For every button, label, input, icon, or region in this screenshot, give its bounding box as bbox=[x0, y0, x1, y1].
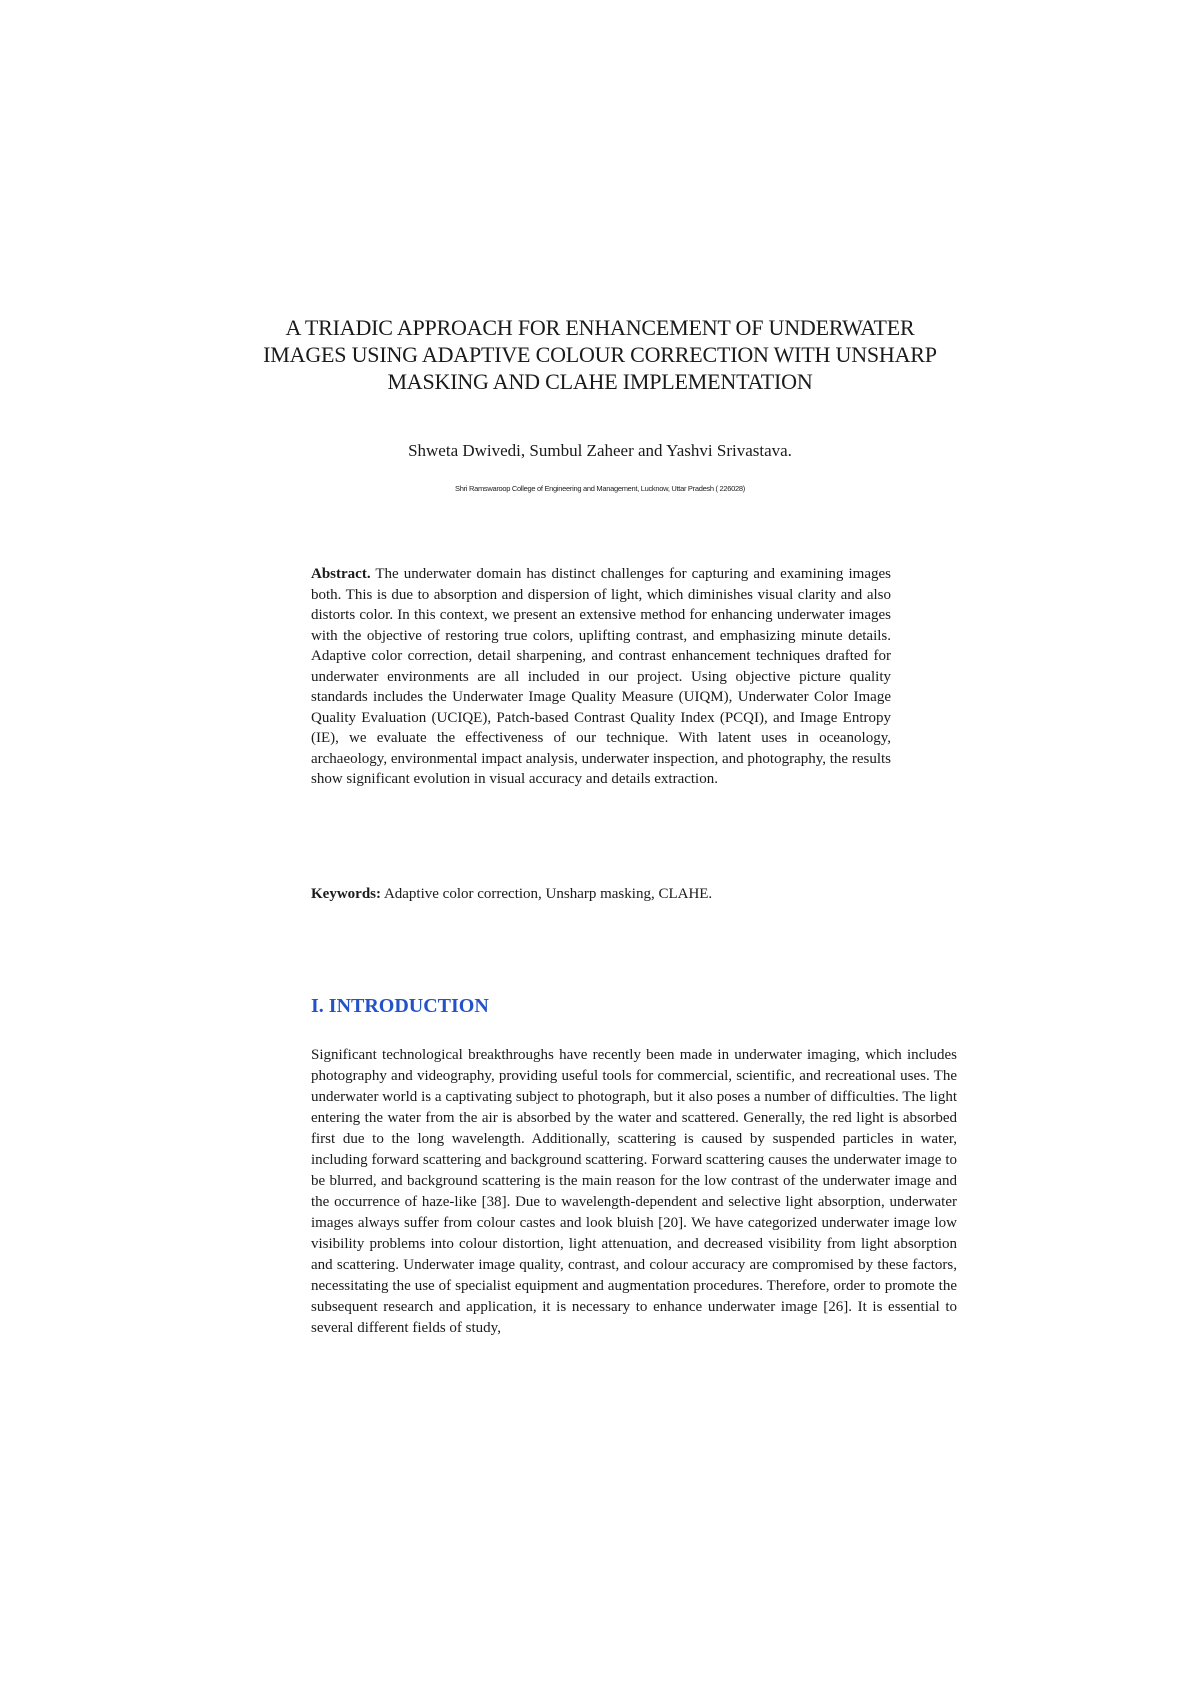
paper-title: A TRIADIC APPROACH FOR ENHANCEMENT OF UNDERWATER IMAGES USING ADAPTIVE COLOUR CORRECTION WITH UNSHARP MASKING AND CLAHE IMPLEMENTATION bbox=[263, 314, 937, 394]
abstract-label: Abstract. bbox=[311, 566, 371, 582]
keywords-text: Adaptive color correction, Unsharp masking, CLAHE. bbox=[383, 886, 713, 902]
section-heading-introduction: I. INTRODUCTION bbox=[311, 995, 489, 1017]
author-affiliation: Shri Ramswaroop College of Engineering and Management, Lucknow, Uttar Pradesh ( 226028) bbox=[455, 484, 745, 493]
abstract-paragraph bbox=[311, 564, 891, 790]
keywords-label: Keywords: bbox=[311, 886, 381, 902]
author-list: Shweta Dwivedi, Sumbul Zaheer and Yashvi Srivastava. bbox=[408, 441, 792, 460]
abstract-text: The underwater domain has distinct challenges for capturing and examining images both. This is due to absorption and dispersion of light, which diminishes visual clarity and also distorts color. In this context, we present an extensive method for enhancing underwater images with the objective of restoring true colors, uplifting contrast, and emphasizing minute details. Adaptive color correction, detail sharpening, and contrast enhancement techniques drafted for underwater environments are all included in our project. Using objective picture quality standards includes the Underwater Image Quality Measure (UIQM), Underwater Color Image Quality Evaluation (UCIQE), Patch-based Contrast Quality Index (PCQI), and Image Entropy (IE), we evaluate the effectiveness of our technique. With latent uses in oceanology, archaeology, environmental impact analysis, underwater inspection, and photography, the results show significant evolution in visual accuracy and details extraction. bbox=[311, 566, 891, 787]
introduction-paragraph: Significant technological breakthroughs have recently been made in underwater imaging, which includes photography and videography, providing useful tools for commercial, scientific, and recreational uses. The underwater world is a captivating subject to photograph, but it also poses a number of difficulties. The light entering the water from the air is absorbed by the water and scattered. Generally, the red light is absorbed first due to the long wavelength. Additionally, scattering is caused by suspended particles in water, including forward scattering and background scattering. Forward scattering causes the underwater image to be blurred, and background scattering is the main reason for the low contrast of the underwater image and the occurrence of haze-like [38]. Due to wavelength-dependent and selective light absorption, underwater images always suffer from colour castes and look bluish [20]. We have categorized underwater image low visibility problems into colour distortion, light attenuation, and decreased visibility from light absorption and scattering. Underwater image quality, contrast, and colour accuracy are compromised by these factors, necessitating the use of specialist equipment and augmentation procedures. Therefore, order to promote the subsequent research and application, it is necessary to enhance underwater image [26]. It is essential to several different fields of study, bbox=[311, 1047, 957, 1336]
keywords-line bbox=[311, 884, 891, 904]
